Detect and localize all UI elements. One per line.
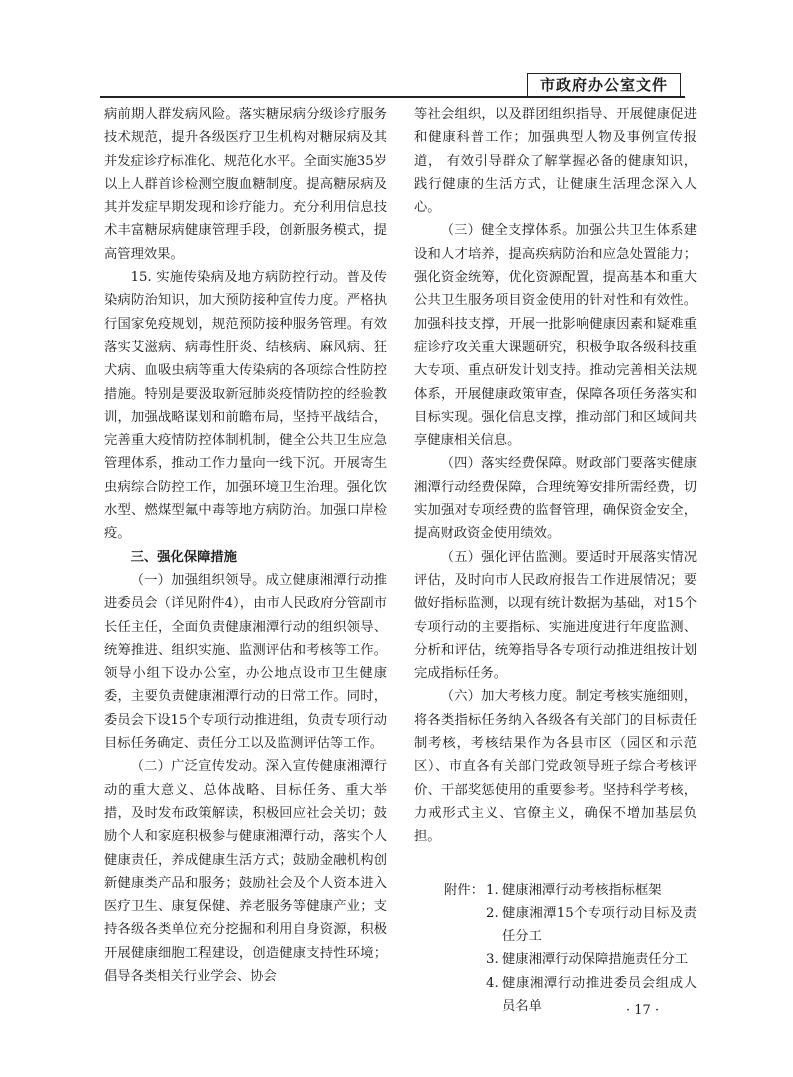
- page-number: · 17 ·: [626, 1003, 660, 1018]
- left-column: [104, 103, 387, 988]
- paragraph-publicity-cont: 等社会组织，以及群团组织指导、开展健康促进和健康科普工作；加强典型人物及事例宣传报道， 有效引导群众了解掌握必备的健康知识，践行健康的生活方式，让健康生活理念深入人心。: [414, 107, 697, 216]
- attachment-number: 2.: [486, 905, 499, 921]
- paragraph-infectious-disease: 15. 实施传染病及地方病防控行动。普及传染病防治知识，加大预防接种宣传力度。严格执行国家免疫规划，规范预防接种服务管理。有效落实艾滋病、病毒性肝炎、结核病、麻风病、狂犬病、血吸虫病等重大传染病的各项综合性防控措施。特别是要汲取新冠肺炎疫情防控的经验教训，加强战略谋划和前瞻布局，坚持平战结合，完善重大疫情防控体制机制，健全公共卫生应急管理体系，推动工作力量向一线下沉。开展寄生虫病综合防控工作，加强环境卫生治理。强化饮水型、燃煤型氟中毒等地方病防治。加强口岸检疫。: [104, 270, 387, 542]
- attachment-title: 健康湘潭行动考核指标框架: [502, 882, 662, 898]
- paragraph-assessment: （六）加大考核力度。制定考核实施细则，将各类指标任务纳入各级各有关部门的目标责任制考核，考核结果作为各县市区（园区和示范区）、市直各有关部门党政领导班子综合考核评价、干部奖惩使用的重要参考。坚持科学考核，力戒形式主义、官僚主义，确保不增加基层负担。: [414, 689, 697, 845]
- attachment-item: [414, 948, 697, 971]
- paragraph-funding: （四）落实经费保障。财政部门要落实健康湘潭行动经费保障，合理统筹安排所需经费，切实加强对专项经费的监督管理，确保资金安全，提高财政资金使用绩效。: [414, 456, 697, 542]
- right-column: [414, 103, 697, 1018]
- paragraph-evaluation: （五）强化评估监测。要适时开展落实情况评估，及时向市人民政府报告工作进展情况；要做好指标监测，以现有统计数据为基础，对15个专项行动的主要指标、实施进度进行年度监测、分析和评估，统筹指导各专项行动推进组按计划完成指标任务。: [414, 549, 697, 682]
- attachment-title: 健康湘潭15个专项行动目标及责任分工: [502, 905, 697, 945]
- paragraph-diabetes: 病前期人群发病风险。落实糖尿病分级诊疗服务技术规范，提升各级医疗卫生机构对糖尿病及其并发症诊疗标准化、规范化水平。全面实施35岁以上人群首诊检测空腹血糖制度。提高糖尿病及其并发症早期发现和诊疗能力。充分利用信息技术丰富糖尿病健康管理手段，创新服务模式，提高管理效果。: [104, 107, 387, 262]
- attachment-title: 健康湘潭行动推进委员会组成人员名单: [502, 975, 697, 1014]
- attachments-label: 附件：: [444, 882, 484, 898]
- attachment-item: [414, 879, 697, 902]
- paragraph-organization: （一）加强组织领导。成立健康湘潭行动推进委员会（详见附件4），由市人民政府分管副市长任主任，全面负责健康湘潭行动的组织领导、统筹推进、组织实施、监测评估和考核等工作。领导小组下设办公室，办公地点设市卫生健康委，主要负责健康湘潭行动的日常工作。同时，委员会下设15个专项行动推进组，负责专项行动目标任务确定、责任分工以及监测评估等工作。: [104, 572, 387, 752]
- paragraph-support-system: （三）健全支撑体系。加强公共卫生体系建设和人才培养，提高疾病防治和应急处置能力；强化资金统筹，优化资源配置，提高基本和重大公共卫生服务项目资金使用的针对性和有效性。加强科技支撑，开展一批影响健康因素和疑难重症诊疗攻关重大课题研究，积极争取各级科技重大专项、重点研发计划支持。推动完善相关法规体系，开展健康政策审查，保障各项任务落实和目标实现。强化信息支撑，推动部门和区域间共享健康相关信息。: [414, 223, 697, 449]
- attachment-item: [414, 902, 697, 949]
- header-divider: [100, 96, 685, 98]
- paragraph-publicity: （二）广泛宣传发动。深入宣传健康湘潭行动的重大意义、总体战略、目标任务、重大举措，及时发布政策解读，积极回应社会关切；鼓励个人和家庭积极参与健康湘潭行动，落实个人健康责任，养成健康生活方式；鼓励金融机构创新健康类产品和服务；鼓励社会及个人资本进入医疗卫生、康复保健、养老服务等健康产业；支持各级各类单位充分挖掘和利用自身资源，积极开展健康细胞工程建设，创造健康支持性环境；倡导各类相关行业学会、协会: [104, 759, 387, 984]
- attachment-number: 4.: [486, 975, 499, 991]
- section-header-tag: 市政府办公室文件: [527, 73, 681, 97]
- attachment-title: 健康湘潭行动保障措施责任分工: [502, 952, 689, 968]
- attachment-number: 1.: [486, 882, 499, 898]
- section-heading-safeguards: 三、强化保障措施: [130, 549, 237, 565]
- attachments-list: [414, 879, 697, 1019]
- attachment-number: 3.: [486, 952, 499, 968]
